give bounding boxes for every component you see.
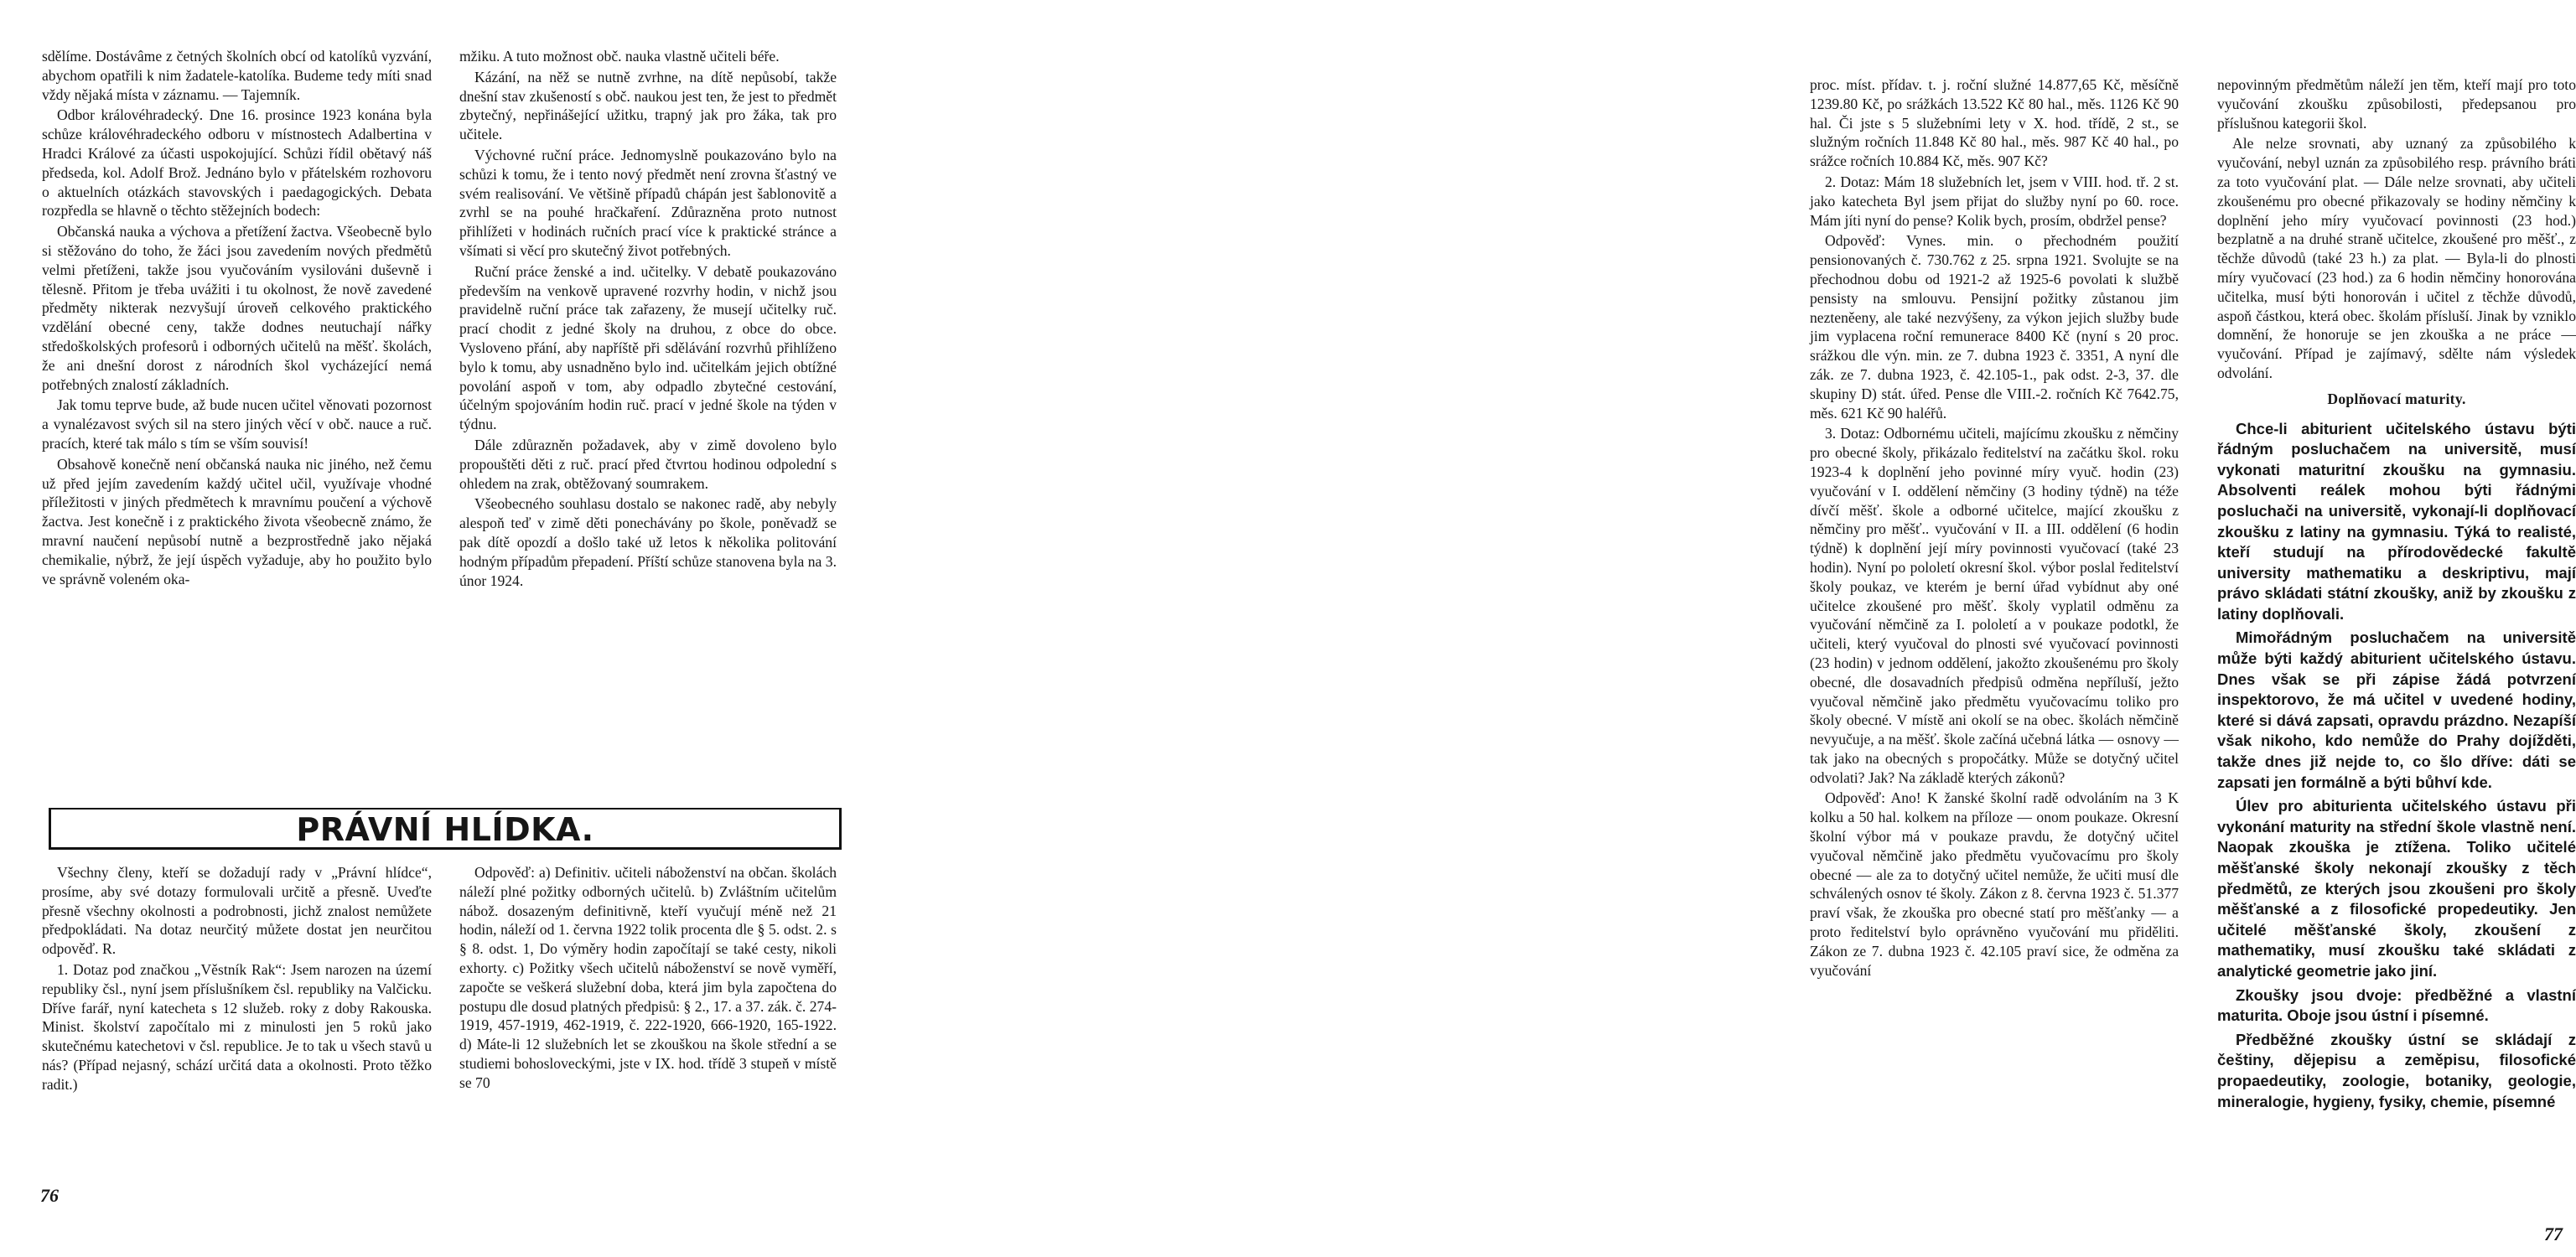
left-column-4 (459, 863, 837, 1094)
paragraph: Předběžné zkoušky ústní se skládají z češtiny, dějepisu a zeměpisu, filosofické propaedeutiky, zoologie, botaniky, geologie, mineralogie, hygieny, fysiky, chemie, písemné (2217, 1030, 2576, 1110)
paragraph: 3. Dotaz: Odbornému učiteli, majícímu zkoušku z němčiny pro obecné školy, přikázalo ředitelství na začátku škol. roku 1923-4 k doplnění jeho povinné míry vyuč. hodin (23) vyučování v I. oddělení němčiny (3 hodiny týdně) na téže dívčí měšť. škole a odborné učitelce, mající zkoušku z němčiny pro měšť.. vyučování v II. a III. oddělení (6 hodin týdně) k doplnění její míry povinnosti vyučovací (také 23 hodin). Nyní po pololetí okresní škol. výbor poslal ředitelství školy poukaz, ve kterém je berní úřad vybídnut aby oné učitelce zkoušené pro měšť. školy vyplatil odměnu za vyučování němčině za I. pololetí a v poukaze podotkl, že učiteli, který vyučoval do plnosti své vyučovací povinnosti (23 hodin) v jednom oddělení, jakožto zkoušenému pro školy obecné, dle dosavadních předpisů odměna nepříluší, ježto vyučoval němčině jako předmětu vyučovacímu toliko pro školy obecné. V místě ani okolí se na obec. školách němčině nevyučuje, a na měšť. škole začíná učebná látka — osnovy — tak jako na obecných s propočátky. Může se dotyčný učitel odvolati? Jak? Na základě kterých zákonů? (1810, 425, 2179, 786)
left-column-3 (42, 863, 432, 1096)
paragraph: Odbor královéhradecký. Dne 16. prosince 1923 konána byla schůze královéhradeckého odboru v místnostech Adalbertina v Hradci Králové za účasti uspokojující. Schůzi řídil obětavý náš předseda, kol. Adolf Brož. Jednáno bylo v přátelském rozhovoru o aktuelních otázkách stavovských i paedagogických. Debata rozpředla se hlavně o těchto stěžejních bodech: (42, 106, 432, 220)
paragraph: Všechny členy, kteří se dožadují rady v „Právní hlídce“, prosíme, aby své dotazy formulovali určitě a přesně. Uveďte přesně všechny okolnosti a podrobnosti, jichž znalost nemůžete předpokládati. Na dotaz neurčitý můžete dostat jen neurčitou odpověď. R. (42, 864, 432, 958)
paragraph: Obsahově konečně není občanská nauka nic jiného, než čemu už před jejím zavedením každý učitel učil, využívaje vhodné příležitosti v jiných předmětech k mravnímu poučení a výchově žactva. Jest konečně i z praktického života všeobecně známo, že mravní naučení nepůsobí nutně a bezprostředně jako nějaká chemikalie, nýbrž, že její úspěch vyžaduje, aby ho použito bylo ve správně voleném oka- (42, 455, 432, 587)
article-heading: Doplňovací maturity. (2327, 390, 2466, 407)
paragraph: 2. Dotaz: Mám 18 služebních let, jsem v VIII. hod. tř. 2 st. jako katecheta Byl jsem přijat do služby nyní po 60. roce. Mám jíti nyní do pense? Kolik bych, prosím, obdržel pense? (1810, 173, 2179, 229)
paragraph: Chce-li abiturient učitelského ústavu býti řádným posluchačem na universitě, musí vykonati maturitní zkoušku na gymnasiu. Absolventi reálek mohou býti řádnými posluchači na universitě, vykonají-li doplňovací zkoušku z latiny na gymnasiu. Týká to realisté, kteří studují na přírodovědecké fakultě university mathematiku a deskriptivu, mají právo skládati státní zkoušky, aniž by zkoušku z latiny doplňovali. (2217, 419, 2576, 623)
paragraph: proc. míst. přídav. t. j. roční služné 14.877,65 Kč, měsíčně 1239.80 Kč, po srážkách 13.522 Kč 80 hal., měs. 1126 Kč 90 hal. Či jste s 5 služebními lety v X. hod. třídě, 2 st., se služným ročních 11.848 Kč 80 hal., měs. 987 Kč 40 hal., po srážce ročních 10.884 Kč, měs. 907 Kč? (1810, 76, 2179, 170)
paragraph: Odpověď: Ano! K žanské školní radě odvoláním na 3 K kolku a 50 hal. kolkem na příloze — onom poukaze. Okresní školní výbor má v poukaze pravdu, že dotyčný učitel vyučoval němčině jako předmětu vyučovacímu pro školy obecné — ale za to dotyčný učitel nemůže, že učiti musí dle schválených osnov té školy. Zákon z 8. června 1923 č. 51.377 praví však, že zkouška pro obecné statí pro měšťanky — a proto ředitelství bylo oprávněno vyučování mu přiděliti. Zákon ze 7. dubna 1923 č. 42.105 praví sice, že odměna za vyučování (1810, 789, 2179, 979)
page-number: 77 (2544, 1223, 2563, 1244)
paragraph: nepovinným předmětům náleží jen těm, kteří mají pro toto vyučování zkoušku způsobilosti, předepsanou pro příslušnou kategorii škol. (2217, 76, 2576, 132)
left-column-1 (42, 47, 432, 590)
page-number: 76 (40, 1185, 59, 1206)
paragraph: Zkoušky jsou dvoje: předběžné a vlastní maturita. Oboje jsou ústní i písemné. (2217, 985, 2576, 1025)
paragraph: Všeobecného souhlasu dostalo se nakonec radě, aby nebyly alespoň teď v zimě děti ponechávány po škole, poněvadž se pak dítě opozdí a došlo také už letos k několika politování hodným případům přepadení. Příští schůze stanovena byla na 3. únor 1924. (459, 495, 837, 589)
paragraph: Občanská nauka a výchova a přetížení žactva. Všeobecně bylo si stěžováno do toho, že žáci jsou zavedením nových předmětů velmi přetíženi, takže jsou vyučováním vysilováni duševně i tělesně. Přitom je třeba uvážiti i tu okolnost, že nově zavedené předměty nikterak nezvyšují úroveň celkového praktického vzdělání obecné ceny, takže dodnes neutuchají nářky středoškolských profesorů i odborných učitelů na měšť. školách, že ani dnešní dorost z národních škol vycházející nemá potřebných znalostí základních. (42, 223, 432, 393)
paragraph: 1. Dotaz pod značkou „Věstník Rak“: Jsem narozen na území republiky čsl., nyní jsem příslušníkem čsl. republiky na Valčicku. Dříve farář, nyní katecheta s 12 služeb. roky z doby Rakouska. Minist. školství započítalo mi z minulosti jen 5 roků jako skutečnému katechetovi v čsl. republice. Je to tak u všech stavů u nás? (Případ nejasný, schází určitá data a okolnosti. Proto těžko radit.) (42, 960, 432, 1093)
paragraph: Výchovné ruční práce. Jednomyslně poukazováno bylo na schůzi k tomu, že i tento nový předmět není zrovna šťastný ve svém realisování. Ve většině případů chápán jest šablonovitě a zvrhl se na pouhé hračkaření. Zdůrazněna proto nutnost přihlížeti v hodinách ručních prací více k praktické stránce a všímati si věcí pro skutečný život potřebných. (459, 146, 837, 259)
section-banner (49, 810, 842, 850)
right-column-2 (2217, 75, 2576, 1115)
right-column-1 (1810, 75, 2179, 981)
paragraph: sdělíme. Dostávâme z četných školních obcí od katolíků vyzvání, abychom opatřili k nim žadatele-katolíka. Budeme tedy míti snad vždy nějaká místa v záznamu. — Tajemník. (42, 48, 432, 103)
article-body (2217, 419, 2576, 1113)
paragraph: Ale nelze srovnati, aby uznaný za způsobilého k vyučování, nebyl uznán za způsobilého resp. právního bráti za toto vyučování plat. — Dále nelze srovnati, aby učiteli zkoušenému pro obecné přikazovaly se hodiny němčiny k doplnění jeho míry vyučovací povinnosti (23 hod.) bezplatně a na druhé straně učitelce, zkoušené pro měšť., z těchže důvodů (také 23 h.) za plat. — Byla-li do plnosti míry vyučovací (23 hod.) za 6 hodin němčiny honorována učitelka, musí býti honorován i učitel z těchže důvodů, aspoň částkou, která obec. školám přísluší. Jinak by vzniklo domnění, že honoruje se jen zkouška a ne práce — vyučování. Případ je zajímavý, sdělte nám výsledek odvolání. (2217, 135, 2576, 381)
paragraph: Odpověď: Vynes. min. o přechodném použití pensionovaných č. 730.762 z 25. srpna 1921. Svolujte se na přechodnou dobu od 1921-2 až 1925-6 povolati k službě pensisty na smlouvu. Pensijní požitky zůstanou jim nezteněeny, ale také nezvýšeny, za výkon jejich služby bude jim vyplacena roční remunerace 8400 Kč (nyní s 20 proc. srážkou dle výn. min. ze 7. dubna 1923 č. 3351, A nyní dle zák. ze 7. dubna 1923, č. 42.105-1., pak odst. 2-3, 37. dle skupiny D) stát. úřed. Pense dle VIII.-2. ročních Kč 7642.75, měs. 621 Kč 90 haléřů. (1810, 232, 2179, 422)
left-column-2 (459, 47, 837, 592)
paragraph: Odpověď: a) Definitiv. učiteli náboženství na občan. školách náleží plné požitky odborných učitelů. b) Zvláštním učitelům nábož. dosazeným definitivně, kteří vyučují méně než 21 hodin, náleží od 1. června 1922 tolik procenta dle § 5. odst. 2. s § 8. odst. 1, Do výměry hodin započítají se také cesty, nikoli exhorty. c) Požitky všech učitelů náboženství se nově vyměří, započte se veškerá služební doba, která jim byla započtena do postupu dle dosud platných předpisů: § 2., 17. a 37. zák. č. 274-1919, 457-1919, 462-1919, č. 222-1920, 666-1920, 165-1922. d) Máte-li 12 služebních let se zkouškou na škole střední a se studiemi bohosloveckými, jste v IX. hod. třídě 3 stupeň v místě se 70 (459, 864, 837, 1091)
paragraph: Dále zdůrazněn požadavek, aby v zimě dovoleno bylo propouštěti děti z ruč. prací před čtvrtou hodinou odpolední s ohledem na zrak, obtěžovaný soumrakem. (459, 436, 837, 492)
paragraph: mžiku. A tuto možnost obč. nauka vlastně učiteli béře. (459, 48, 780, 65)
paragraph: Kázání, na něž se nutně zvrhne, na dítě nepůsobí, takže dnešní stav zkušeností s obč. naukou jest ten, že jest to předmět zbytečný, nepřinášející užitku, trapný jak pro žáka, tak pro učitele. (459, 68, 837, 143)
paragraph: Mimořádným posluchačem na universitě může býti každý abiturient učitelského ústavu. Dnes však se při zápise žádá potvrzení inspektorovo, že má učitel v uvedené hodiny, které si dává zapsati, opravdu prázdno. Nezapíší však nikoho, kdo nemůže do Prahy dojížděti, takže dnes již nejde to, co šlo dříve: dáti se zapsati jen formálně a býti bůhví kde. (2217, 628, 2576, 791)
paragraph: Jak tomu teprve bude, až bude nucen učitel věnovati pozornost a vynalézavost svých sil na stero jiných věcí v obč. nauce a ruč. pracích, které tak málo s tím se vším souvisí! (42, 396, 432, 452)
section-title: PRÁVNÍ HLÍDKA. (296, 811, 594, 848)
left-page (0, 0, 872, 1257)
paragraph: Ruční práce ženské a ind. učitelky. V debatě poukazováno především na venkově upravené rozvrhy hodin, v nichž jsou pravidelně ruční práce tak zařazeny, že musejí učitelky ruč. prací chodit z jedné školy na druhou, z obce do obce. Vysloveno přání, aby napříště při sdělávání rozvrhů přihlíženo bylo k tomu, aby usnadněno bylo ind. učitelkám jejich obtížné povolání aspoň v tom, aby odpadlo zbytečné cestování, účelným spojováním hodin ruč. prací v jedné škole na týden v týdnu. (459, 262, 837, 433)
right-page (874, 0, 2576, 1257)
paragraph: Úlev pro abiturienta učitelského ústavu při vykonání maturity na střední škole vlastně není. Naopak zkouška je ztížena. Toliko učitelé měšťanské školy nekonají zkoušky z těch předmětů, ze kterých jsou zkoušeni pro školy měšťanské a z filosofické propedeutiky. Jen učitelé měšťanské školy, zkoušení z mathematiky, musí zkoušku také skládati z analytické geometrie jako jiní. (2217, 797, 2576, 980)
